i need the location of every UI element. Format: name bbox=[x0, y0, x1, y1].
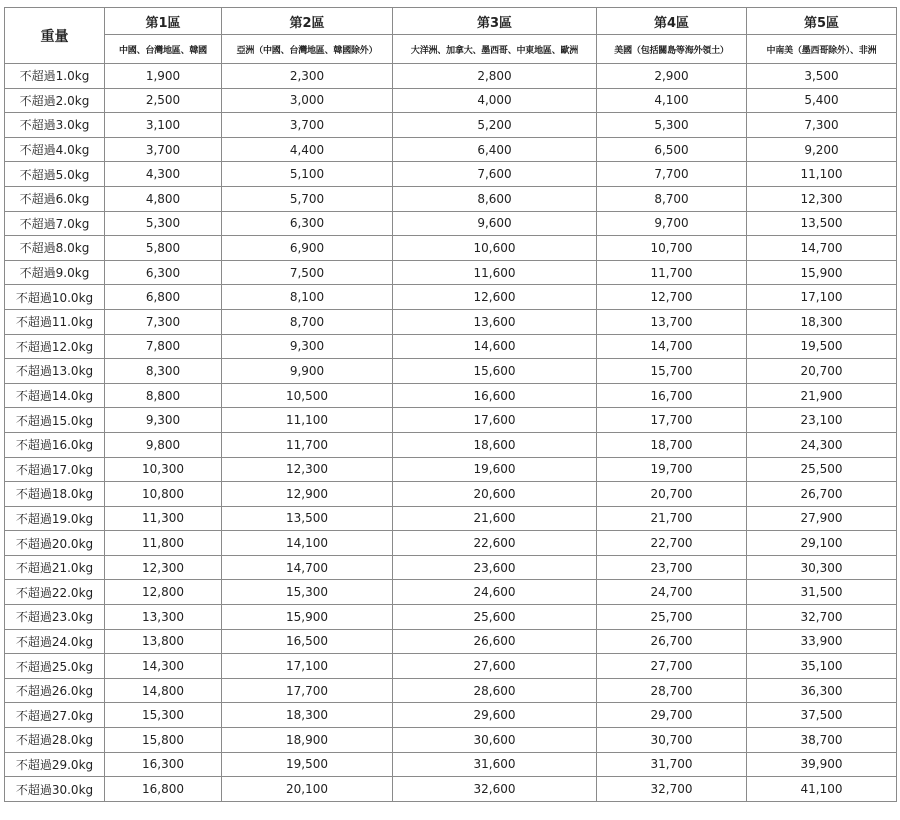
zone-3-price-cell: 23,600 bbox=[393, 555, 597, 580]
zone-1-header: 第1區 bbox=[105, 8, 222, 35]
zone-4-price-cell: 28,700 bbox=[597, 678, 747, 703]
zone-4-price-cell: 25,700 bbox=[597, 605, 747, 630]
table-row bbox=[5, 408, 897, 433]
table-row bbox=[5, 678, 897, 703]
table-row bbox=[5, 457, 897, 482]
zone-5-price-cell: 19,500 bbox=[747, 334, 897, 359]
zone-3-price-cell: 27,600 bbox=[393, 654, 597, 679]
zone-1-price-cell: 5,300 bbox=[105, 211, 222, 236]
zone-1-price-cell: 11,300 bbox=[105, 506, 222, 531]
zone-2-price-cell: 14,100 bbox=[222, 531, 393, 556]
zone-1-price-cell: 9,300 bbox=[105, 408, 222, 433]
zone-2-price-cell: 20,100 bbox=[222, 777, 393, 802]
weight-cell: 不超過1.0kg bbox=[5, 64, 105, 89]
table-row bbox=[5, 728, 897, 753]
zone-5-price-cell: 17,100 bbox=[747, 285, 897, 310]
zone-1-price-cell: 16,800 bbox=[105, 777, 222, 802]
zone-1-price-cell: 9,800 bbox=[105, 432, 222, 457]
zone-4-price-cell: 31,700 bbox=[597, 752, 747, 777]
table-row bbox=[5, 605, 897, 630]
zone-5-price-cell: 30,300 bbox=[747, 555, 897, 580]
zone-3-price-cell: 21,600 bbox=[393, 506, 597, 531]
zone-1-price-cell: 4,300 bbox=[105, 162, 222, 187]
zone-4-price-cell: 21,700 bbox=[597, 506, 747, 531]
zone-4-header: 第4區 bbox=[597, 8, 747, 35]
zone-1-price-cell: 12,300 bbox=[105, 555, 222, 580]
table-row bbox=[5, 482, 897, 507]
zone-2-price-cell: 17,700 bbox=[222, 678, 393, 703]
zone-1-price-cell: 2,500 bbox=[105, 88, 222, 113]
zone-1-price-cell: 5,800 bbox=[105, 236, 222, 261]
zone-5-price-cell: 31,500 bbox=[747, 580, 897, 605]
weight-cell: 不超過18.0kg bbox=[5, 482, 105, 507]
zone-3-price-cell: 20,600 bbox=[393, 482, 597, 507]
zone-3-price-cell: 24,600 bbox=[393, 580, 597, 605]
table-row bbox=[5, 580, 897, 605]
zone-4-price-cell: 14,700 bbox=[597, 334, 747, 359]
zone-5-price-cell: 27,900 bbox=[747, 506, 897, 531]
zone-2-price-cell: 8,700 bbox=[222, 309, 393, 334]
zone-2-price-cell: 11,700 bbox=[222, 432, 393, 457]
zone-3-price-cell: 7,600 bbox=[393, 162, 597, 187]
shipping-rate-table bbox=[4, 7, 897, 802]
weight-cell: 不超過9.0kg bbox=[5, 260, 105, 285]
zone-3-price-cell: 18,600 bbox=[393, 432, 597, 457]
zone-5-price-cell: 11,100 bbox=[747, 162, 897, 187]
table-row bbox=[5, 162, 897, 187]
zone-4-price-cell: 5,300 bbox=[597, 113, 747, 138]
zone-3-price-cell: 15,600 bbox=[393, 359, 597, 384]
table-row bbox=[5, 186, 897, 211]
zone-4-price-cell: 22,700 bbox=[597, 531, 747, 556]
zone-5-price-cell: 38,700 bbox=[747, 728, 897, 753]
zone-1-price-cell: 3,100 bbox=[105, 113, 222, 138]
region-header-row bbox=[5, 35, 897, 64]
zone-5-price-cell: 41,100 bbox=[747, 777, 897, 802]
weight-cell: 不超過11.0kg bbox=[5, 309, 105, 334]
zone-3-price-cell: 11,600 bbox=[393, 260, 597, 285]
zone-3-price-cell: 2,800 bbox=[393, 64, 597, 89]
zone-4-price-cell: 10,700 bbox=[597, 236, 747, 261]
zone-3-price-cell: 31,600 bbox=[393, 752, 597, 777]
weight-cell: 不超過19.0kg bbox=[5, 506, 105, 531]
zone-1-price-cell: 11,800 bbox=[105, 531, 222, 556]
table-row bbox=[5, 334, 897, 359]
table-row bbox=[5, 211, 897, 236]
zone-3-price-cell: 13,600 bbox=[393, 309, 597, 334]
zone-5-price-cell: 25,500 bbox=[747, 457, 897, 482]
zone-5-price-cell: 37,500 bbox=[747, 703, 897, 728]
zone-5-header: 第5區 bbox=[747, 8, 897, 35]
zone-2-price-cell: 4,400 bbox=[222, 137, 393, 162]
weight-cell: 不超過2.0kg bbox=[5, 88, 105, 113]
table-row bbox=[5, 236, 897, 261]
zone-2-price-cell: 6,900 bbox=[222, 236, 393, 261]
zone-4-price-cell: 12,700 bbox=[597, 285, 747, 310]
weight-cell: 不超過6.0kg bbox=[5, 186, 105, 211]
zone-3-price-cell: 28,600 bbox=[393, 678, 597, 703]
zone-3-price-cell: 4,000 bbox=[393, 88, 597, 113]
zone-5-price-cell: 15,900 bbox=[747, 260, 897, 285]
zone-1-price-cell: 13,800 bbox=[105, 629, 222, 654]
zone-4-price-cell: 19,700 bbox=[597, 457, 747, 482]
zone-4-price-cell: 23,700 bbox=[597, 555, 747, 580]
zone-2-price-cell: 15,900 bbox=[222, 605, 393, 630]
zone-1-price-cell: 7,300 bbox=[105, 309, 222, 334]
zone-1-price-cell: 4,800 bbox=[105, 186, 222, 211]
zone-5-price-cell: 12,300 bbox=[747, 186, 897, 211]
zone-3-price-cell: 16,600 bbox=[393, 383, 597, 408]
zone-4-price-cell: 20,700 bbox=[597, 482, 747, 507]
zone-3-price-cell: 6,400 bbox=[393, 137, 597, 162]
zone-4-price-cell: 8,700 bbox=[597, 186, 747, 211]
weight-cell: 不超過29.0kg bbox=[5, 752, 105, 777]
zone-2-price-cell: 13,500 bbox=[222, 506, 393, 531]
weight-cell: 不超過12.0kg bbox=[5, 334, 105, 359]
zone-1-price-cell: 7,800 bbox=[105, 334, 222, 359]
zone-5-price-cell: 18,300 bbox=[747, 309, 897, 334]
weight-cell: 不超過22.0kg bbox=[5, 580, 105, 605]
zone-2-price-cell: 9,900 bbox=[222, 359, 393, 384]
table-row bbox=[5, 506, 897, 531]
zone-1-price-cell: 8,800 bbox=[105, 383, 222, 408]
zone-1-price-cell: 6,800 bbox=[105, 285, 222, 310]
zone-1-regions: 中國、台灣地區、韓國 bbox=[105, 35, 222, 64]
zone-3-price-cell: 32,600 bbox=[393, 777, 597, 802]
zone-2-price-cell: 18,300 bbox=[222, 703, 393, 728]
zone-3-price-cell: 19,600 bbox=[393, 457, 597, 482]
table-row bbox=[5, 752, 897, 777]
zone-1-price-cell: 14,800 bbox=[105, 678, 222, 703]
weight-cell: 不超過23.0kg bbox=[5, 605, 105, 630]
zone-2-price-cell: 9,300 bbox=[222, 334, 393, 359]
weight-cell: 不超過5.0kg bbox=[5, 162, 105, 187]
zone-4-price-cell: 29,700 bbox=[597, 703, 747, 728]
zone-1-price-cell: 1,900 bbox=[105, 64, 222, 89]
zone-2-price-cell: 10,500 bbox=[222, 383, 393, 408]
table-row bbox=[5, 113, 897, 138]
zone-2-price-cell: 12,900 bbox=[222, 482, 393, 507]
weight-cell: 不超過15.0kg bbox=[5, 408, 105, 433]
zone-4-price-cell: 27,700 bbox=[597, 654, 747, 679]
zone-3-price-cell: 29,600 bbox=[393, 703, 597, 728]
zone-4-price-cell: 26,700 bbox=[597, 629, 747, 654]
table-row bbox=[5, 777, 897, 802]
zone-3-price-cell: 5,200 bbox=[393, 113, 597, 138]
weight-cell: 不超過24.0kg bbox=[5, 629, 105, 654]
zone-4-price-cell: 11,700 bbox=[597, 260, 747, 285]
table-row bbox=[5, 383, 897, 408]
table-row bbox=[5, 629, 897, 654]
table-row bbox=[5, 137, 897, 162]
zone-2-price-cell: 18,900 bbox=[222, 728, 393, 753]
zone-4-price-cell: 30,700 bbox=[597, 728, 747, 753]
zone-2-price-cell: 17,100 bbox=[222, 654, 393, 679]
table-row bbox=[5, 88, 897, 113]
table-header bbox=[5, 8, 897, 64]
zone-5-price-cell: 29,100 bbox=[747, 531, 897, 556]
weight-cell: 不超過30.0kg bbox=[5, 777, 105, 802]
zone-2-price-cell: 8,100 bbox=[222, 285, 393, 310]
zone-5-price-cell: 7,300 bbox=[747, 113, 897, 138]
weight-cell: 不超過28.0kg bbox=[5, 728, 105, 753]
zone-2-price-cell: 3,000 bbox=[222, 88, 393, 113]
zone-header-row bbox=[5, 8, 897, 35]
zone-4-price-cell: 4,100 bbox=[597, 88, 747, 113]
zone-4-price-cell: 2,900 bbox=[597, 64, 747, 89]
zone-2-price-cell: 5,700 bbox=[222, 186, 393, 211]
zone-2-price-cell: 11,100 bbox=[222, 408, 393, 433]
zone-2-price-cell: 5,100 bbox=[222, 162, 393, 187]
weight-cell: 不超過7.0kg bbox=[5, 211, 105, 236]
table-row bbox=[5, 432, 897, 457]
weight-cell: 不超過20.0kg bbox=[5, 531, 105, 556]
zone-5-price-cell: 20,700 bbox=[747, 359, 897, 384]
weight-cell: 不超過4.0kg bbox=[5, 137, 105, 162]
table-row bbox=[5, 531, 897, 556]
zone-5-price-cell: 26,700 bbox=[747, 482, 897, 507]
weight-cell: 不超過14.0kg bbox=[5, 383, 105, 408]
zone-2-price-cell: 15,300 bbox=[222, 580, 393, 605]
zone-4-regions: 美國（包括關島等海外領土） bbox=[597, 35, 747, 64]
zone-1-price-cell: 14,300 bbox=[105, 654, 222, 679]
weight-cell: 不超過26.0kg bbox=[5, 678, 105, 703]
zone-5-price-cell: 24,300 bbox=[747, 432, 897, 457]
zone-3-regions: 大洋洲、加拿大、墨西哥、中東地區、歐洲 bbox=[393, 35, 597, 64]
zone-4-price-cell: 24,700 bbox=[597, 580, 747, 605]
zone-5-regions: 中南美（墨西哥除外）、非洲 bbox=[747, 35, 897, 64]
zone-5-price-cell: 13,500 bbox=[747, 211, 897, 236]
zone-5-price-cell: 39,900 bbox=[747, 752, 897, 777]
zone-1-price-cell: 6,300 bbox=[105, 260, 222, 285]
weight-cell: 不超過3.0kg bbox=[5, 113, 105, 138]
table-row bbox=[5, 285, 897, 310]
zone-2-price-cell: 6,300 bbox=[222, 211, 393, 236]
zone-2-price-cell: 19,500 bbox=[222, 752, 393, 777]
zone-3-price-cell: 25,600 bbox=[393, 605, 597, 630]
weight-column-header: 重量 bbox=[5, 8, 105, 64]
zone-5-price-cell: 21,900 bbox=[747, 383, 897, 408]
zone-1-price-cell: 10,800 bbox=[105, 482, 222, 507]
zone-1-price-cell: 13,300 bbox=[105, 605, 222, 630]
zone-3-price-cell: 22,600 bbox=[393, 531, 597, 556]
zone-5-price-cell: 32,700 bbox=[747, 605, 897, 630]
zone-3-header: 第3區 bbox=[393, 8, 597, 35]
zone-2-price-cell: 12,300 bbox=[222, 457, 393, 482]
zone-3-price-cell: 26,600 bbox=[393, 629, 597, 654]
zone-4-price-cell: 9,700 bbox=[597, 211, 747, 236]
zone-5-price-cell: 9,200 bbox=[747, 137, 897, 162]
table-row bbox=[5, 64, 897, 89]
zone-1-price-cell: 3,700 bbox=[105, 137, 222, 162]
weight-cell: 不超過17.0kg bbox=[5, 457, 105, 482]
zone-3-price-cell: 17,600 bbox=[393, 408, 597, 433]
zone-4-price-cell: 17,700 bbox=[597, 408, 747, 433]
weight-cell: 不超過8.0kg bbox=[5, 236, 105, 261]
zone-1-price-cell: 15,300 bbox=[105, 703, 222, 728]
zone-3-price-cell: 8,600 bbox=[393, 186, 597, 211]
zone-2-price-cell: 3,700 bbox=[222, 113, 393, 138]
weight-cell: 不超過25.0kg bbox=[5, 654, 105, 679]
table-row bbox=[5, 260, 897, 285]
zone-5-price-cell: 35,100 bbox=[747, 654, 897, 679]
zone-2-price-cell: 2,300 bbox=[222, 64, 393, 89]
zone-4-price-cell: 7,700 bbox=[597, 162, 747, 187]
zone-5-price-cell: 14,700 bbox=[747, 236, 897, 261]
weight-cell: 不超過10.0kg bbox=[5, 285, 105, 310]
zone-2-regions: 亞洲（中國、台灣地區、韓國除外） bbox=[222, 35, 393, 64]
zone-3-price-cell: 10,600 bbox=[393, 236, 597, 261]
zone-3-price-cell: 30,600 bbox=[393, 728, 597, 753]
zone-3-price-cell: 9,600 bbox=[393, 211, 597, 236]
table-row bbox=[5, 654, 897, 679]
zone-4-price-cell: 32,700 bbox=[597, 777, 747, 802]
zone-1-price-cell: 8,300 bbox=[105, 359, 222, 384]
zone-4-price-cell: 16,700 bbox=[597, 383, 747, 408]
table-row bbox=[5, 359, 897, 384]
zone-5-price-cell: 36,300 bbox=[747, 678, 897, 703]
table-row bbox=[5, 703, 897, 728]
weight-cell: 不超過16.0kg bbox=[5, 432, 105, 457]
table-body bbox=[5, 64, 897, 802]
zone-5-price-cell: 3,500 bbox=[747, 64, 897, 89]
weight-cell: 不超過13.0kg bbox=[5, 359, 105, 384]
zone-5-price-cell: 5,400 bbox=[747, 88, 897, 113]
zone-1-price-cell: 15,800 bbox=[105, 728, 222, 753]
zone-2-price-cell: 16,500 bbox=[222, 629, 393, 654]
weight-cell: 不超過27.0kg bbox=[5, 703, 105, 728]
zone-4-price-cell: 15,700 bbox=[597, 359, 747, 384]
zone-4-price-cell: 18,700 bbox=[597, 432, 747, 457]
zone-5-price-cell: 33,900 bbox=[747, 629, 897, 654]
table-row bbox=[5, 309, 897, 334]
zone-4-price-cell: 13,700 bbox=[597, 309, 747, 334]
zone-1-price-cell: 12,800 bbox=[105, 580, 222, 605]
zone-5-price-cell: 23,100 bbox=[747, 408, 897, 433]
table-row bbox=[5, 555, 897, 580]
zone-3-price-cell: 12,600 bbox=[393, 285, 597, 310]
zone-1-price-cell: 10,300 bbox=[105, 457, 222, 482]
zone-2-price-cell: 7,500 bbox=[222, 260, 393, 285]
zone-1-price-cell: 16,300 bbox=[105, 752, 222, 777]
zone-4-price-cell: 6,500 bbox=[597, 137, 747, 162]
zone-2-header: 第2區 bbox=[222, 8, 393, 35]
weight-cell: 不超過21.0kg bbox=[5, 555, 105, 580]
zone-2-price-cell: 14,700 bbox=[222, 555, 393, 580]
zone-3-price-cell: 14,600 bbox=[393, 334, 597, 359]
